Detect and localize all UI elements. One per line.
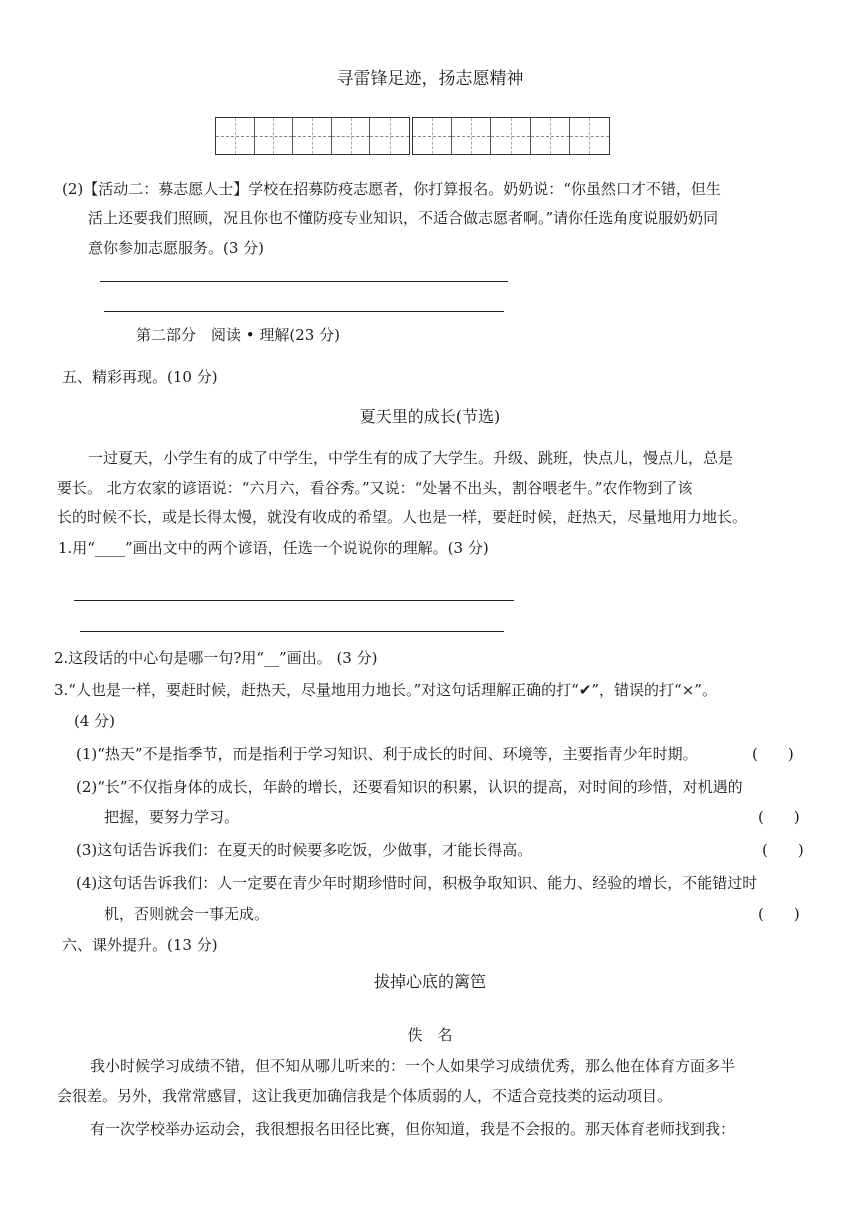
answer-line[interactable] bbox=[74, 600, 514, 601]
grid-cell[interactable] bbox=[293, 118, 332, 154]
answer-paren[interactable]: ( ) bbox=[762, 841, 804, 859]
grid-cell[interactable] bbox=[531, 118, 570, 154]
grid-cell[interactable] bbox=[570, 118, 609, 154]
writing-grid-right[interactable] bbox=[412, 117, 610, 155]
part2-heading: 第二部分 阅读 • 理解(23 分) bbox=[136, 326, 340, 344]
question-3: 3.“人也是一样，要赶时候，赶热天，尽量地用力地长。”对这句话理解正确的打“✔”，错误的打“×”。 bbox=[54, 681, 717, 699]
passage-title: 拔掉心底的篱笆 bbox=[373, 972, 486, 991]
option-4: (4)这句话告诉我们：人一定要在青少年时期珍惜时间，积极争取知识、能力、经验的增长，不能错过时 bbox=[76, 874, 758, 892]
passage-title: 夏天里的成长(节选) bbox=[359, 407, 501, 426]
question-2: 2.这段话的中心句是哪一句?用“__”画出。 (3 分) bbox=[54, 649, 378, 667]
grid-cell[interactable] bbox=[332, 118, 371, 154]
activity2-line3: 意你参加志愿服务。(3 分) bbox=[88, 239, 265, 257]
grid-cell[interactable] bbox=[452, 118, 491, 154]
passage-paragraph-line: 有一次学校举办运动会，我很想报名田径比赛，但你知道，我是不会报的。那天体育老师找到我： bbox=[90, 1120, 736, 1138]
answer-paren[interactable]: ( ) bbox=[758, 808, 800, 826]
grid-cell[interactable] bbox=[413, 118, 452, 154]
option-1: (1)“热天”不是指季节，而是指利于学习知识、利于成长的时间、环境等，主要指青少年时期。 bbox=[76, 745, 698, 763]
answer-paren[interactable]: ( ) bbox=[758, 905, 800, 923]
section6-heading: 六、课外提升。(13 分) bbox=[62, 936, 218, 954]
passage-paragraph-line: 会很差。另外，我常常感冒，这让我更加确信我是个体质弱的人，不适合竞技类的运动项目。 bbox=[57, 1087, 673, 1105]
answer-line[interactable] bbox=[100, 281, 508, 282]
activity2-line1: (2)【活动二：募志愿人士】学校在招募防疫志愿者，你打算报名。奶奶说：“你虽然口才不错，但生 bbox=[62, 180, 721, 198]
option-3: (3)这句话告诉我们：在夏天的时候要多吃饭，少做事，才能长得高。 bbox=[76, 841, 533, 859]
option-2-cont: 把握，要努力学习。 bbox=[104, 808, 240, 826]
activity2-line2: 活上还要我们照顾，况且你也不懂防疫专业知识，不适合做志愿者啊。”请你任选角度说服奶奶同 bbox=[88, 209, 719, 227]
author: 佚 名 bbox=[407, 1026, 453, 1044]
option-4-cont: 机，否则就会一事无成。 bbox=[104, 905, 270, 923]
question-3-score: (4 分) bbox=[74, 712, 116, 730]
grid-cell[interactable] bbox=[491, 118, 530, 154]
answer-line[interactable] bbox=[104, 311, 504, 312]
section5-heading: 五、精彩再现。(10 分) bbox=[62, 368, 218, 386]
question-1: 1.用“____”画出文中的两个谚语，任选一个说说你的理解。(3 分) bbox=[58, 539, 489, 557]
passage-paragraph-line: 要长。 北方农家的谚语说：“六月六，看谷秀。”又说：“处暑不出头，割谷喂老牛。”农作物到了该 bbox=[57, 479, 693, 497]
option-2: (2)“长”不仅指身体的成长，年龄的增长，还要看知识的积累，认识的提高，对时间的珍惜，对机遇的 bbox=[76, 778, 743, 796]
writing-grid-left[interactable] bbox=[215, 117, 410, 155]
passage-paragraph-line: 长的时候不长，或是长得太慢，就没有收成的希望。人也是一样，要赶时候，赶热天，尽量地用力地长。 bbox=[57, 508, 748, 526]
passage-paragraph-line: 我小时候学习成绩不错，但不知从哪儿听来的：一个人如果学习成绩优秀，那么他在体育方面多半 bbox=[90, 1057, 736, 1075]
answer-line[interactable] bbox=[80, 631, 504, 632]
grid-cell[interactable] bbox=[216, 118, 255, 154]
page-title: 寻雷锋足迹，扬志愿精神 bbox=[336, 69, 524, 89]
grid-cell[interactable] bbox=[370, 118, 409, 154]
passage-paragraph-line: 一过夏天，小学生有的成了中学生，中学生有的成了大学生。升级、跳班，快点儿，慢点儿，总是 bbox=[88, 449, 734, 467]
grid-cell[interactable] bbox=[255, 118, 294, 154]
answer-paren[interactable]: ( ) bbox=[752, 745, 794, 763]
